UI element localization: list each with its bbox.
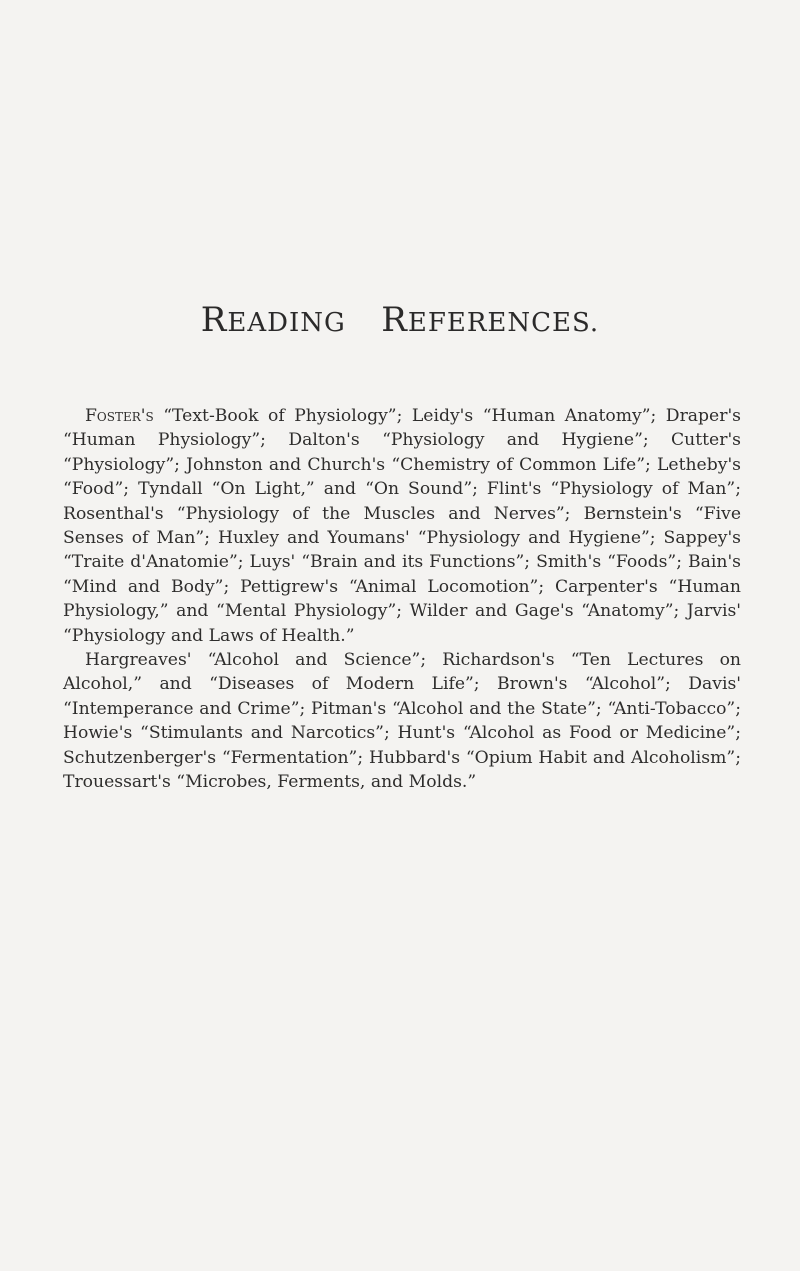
reference-paragraph-2 xyxy=(63,648,741,794)
title-rest-1: EADING xyxy=(227,308,346,338)
paragraph-text: “Text-Book of Physiology”; Leidy's “Human Anatomy”; Draper's “Human Physiology”; Dalton's “Physiology and Hygiene”; Cutter's “Physiology”; Johnston and Church's “Chemistry of Common Life”; Letheby's “Food”; Tyndall “On Light,” and “On Sound”; Flint's “Physiology of Man”; Rosenthal's “Physiology of the Muscles and Nerves”; Bernstein's “Five Senses of Man”; Huxley and Youmans' “Physiology and Hygiene”; Sappey's “Traite d'Anatomie”; Luys' “Brain and its Functions”; Smith's “Foods”; Bain's “Mind and Body”; Pettigrew's “Animal Locomotion”; Carpenter's “Human Physiology,” and “Mental Physiology”; Wilder and Gage's “Anatomy”; Jarvis' “Physiology and Laws of Health.” xyxy=(63,406,741,646)
paragraph-text: Hargreaves' “Alcohol and Science”; Richardson's “Ten Lectures on Alcohol,” and “Diseases of Modern Life”; Brown's “Alcohol”; Davis' “Intemperance and Crime”; Pitman's “Alcohol and the State”; “Anti-Tobacco”; Howie's “Stimulants and Narcotics”; Hunt's “Alcohol as Food or Medicine”; Schutzenberger's “Fermentation”; Hubbard's “Opium Habit and Alcoholism”; Trouessart's “Microbes, Ferments, and Molds.” xyxy=(63,650,741,793)
page-title xyxy=(0,300,800,340)
references-body xyxy=(63,404,741,795)
title-rest-2: EFERENCES. xyxy=(407,308,600,338)
paragraph-lead: Foster's xyxy=(85,406,154,426)
title-initial-1: R xyxy=(200,300,228,340)
reference-paragraph-1 xyxy=(63,404,741,648)
title-initial-2: R xyxy=(381,300,408,340)
